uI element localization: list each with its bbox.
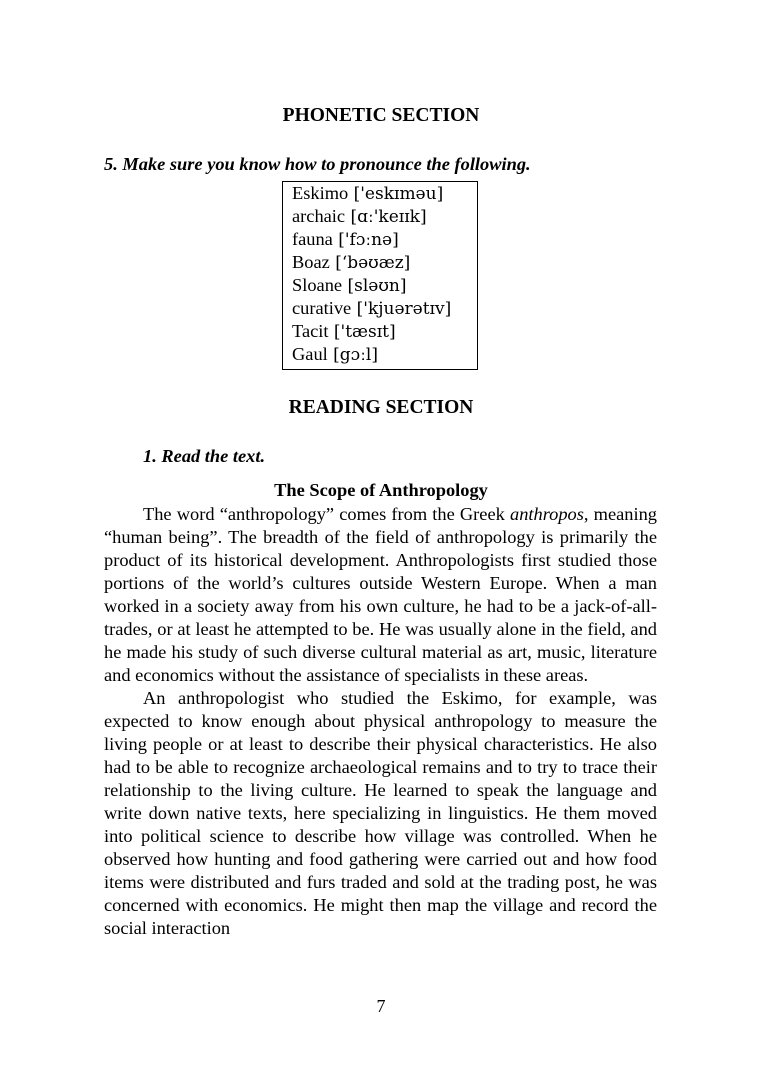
phonetic-section-heading: PHONETIC SECTION bbox=[282, 105, 480, 126]
pronunciation-item bbox=[292, 320, 451, 343]
pronunciation-word: curative bbox=[292, 298, 352, 318]
pronunciation-list bbox=[292, 182, 451, 366]
pronunciation-item bbox=[292, 343, 451, 366]
text-title: The Scope of Anthropology bbox=[274, 480, 488, 500]
pronunciation-transcription: [sləʊn] bbox=[347, 276, 407, 296]
paragraph-2: An anthropologist who studied the Eskimo, for example, was expected to know enough about physical anthropology to measure the living people or at least to describe their physical characteristics. He also had to be able to recognize archaeological remains and to try to trace their relationship to the living culture. He learned to speak the language and write down native texts, here specializing in linguistics. He them moved into political science to describe how village was controlled. When he observed how hunting and food gathering were carried out and how food items were distributed and furs traded and sold at the trading post, he was concerned with economics. He might then map the village and record the social interaction bbox=[104, 688, 657, 938]
pronunciation-transcription: [‘bəʊæz] bbox=[335, 253, 411, 273]
pronunciation-word: Eskimo bbox=[292, 183, 349, 203]
pronunciation-word: archaic bbox=[292, 206, 346, 226]
pronunciation-item bbox=[292, 182, 451, 205]
pronunciation-word: Tacit bbox=[292, 321, 329, 341]
pronunciation-item bbox=[292, 274, 451, 297]
pronunciation-transcription: ['tæsɪt] bbox=[333, 322, 396, 342]
phonetic-task-instruction: 5. Make sure you know how to pronounce the following. bbox=[104, 154, 531, 174]
pronunciation-transcription: ['kjuərətɪv] bbox=[356, 299, 452, 319]
pronunciation-word: Gaul bbox=[292, 344, 328, 364]
reading-section-heading: READING SECTION bbox=[288, 397, 474, 418]
page-number: 7 bbox=[376, 996, 386, 1016]
paragraph-1 bbox=[104, 503, 657, 687]
pronunciation-transcription: ['eskɪməu] bbox=[353, 184, 444, 204]
pronunciation-word: Sloane bbox=[292, 275, 343, 295]
reading-task-instruction: 1. Read the text. bbox=[143, 446, 266, 466]
pronunciation-word: fauna bbox=[292, 229, 333, 249]
pronunciation-transcription: [ɑː'keɪɪk] bbox=[350, 207, 427, 227]
pronunciation-item bbox=[292, 205, 451, 228]
paragraph-1-text-end: , meaning “human being”. The breadth of the field of anthropology is primarily the product of its historical development. Anthropologists first studied those portions of the world’s cultures outside Western Europe. When a man worked in a society away from his own culture, he had to be a jack-of-all-trades, or at least he attempted to be. He was usually alone in the field, and he made his study of such diverse cultural material as art, music, literature and economics without the assistance of specialists in these areas. bbox=[104, 504, 657, 685]
body-text bbox=[104, 503, 657, 940]
pronunciation-transcription: ['fɔːnə] bbox=[338, 230, 399, 250]
pronunciation-transcription: [gɔːl] bbox=[333, 345, 378, 365]
pronunciation-word: Boaz bbox=[292, 252, 330, 272]
pronunciation-item bbox=[292, 297, 451, 320]
pronunciation-item bbox=[292, 251, 451, 274]
paragraph-1-text-start: The word “anthropology” comes from the Greek bbox=[143, 504, 510, 524]
pronunciation-item bbox=[292, 228, 451, 251]
greek-term: anthropos bbox=[510, 504, 584, 524]
pronunciation-box bbox=[282, 181, 478, 370]
